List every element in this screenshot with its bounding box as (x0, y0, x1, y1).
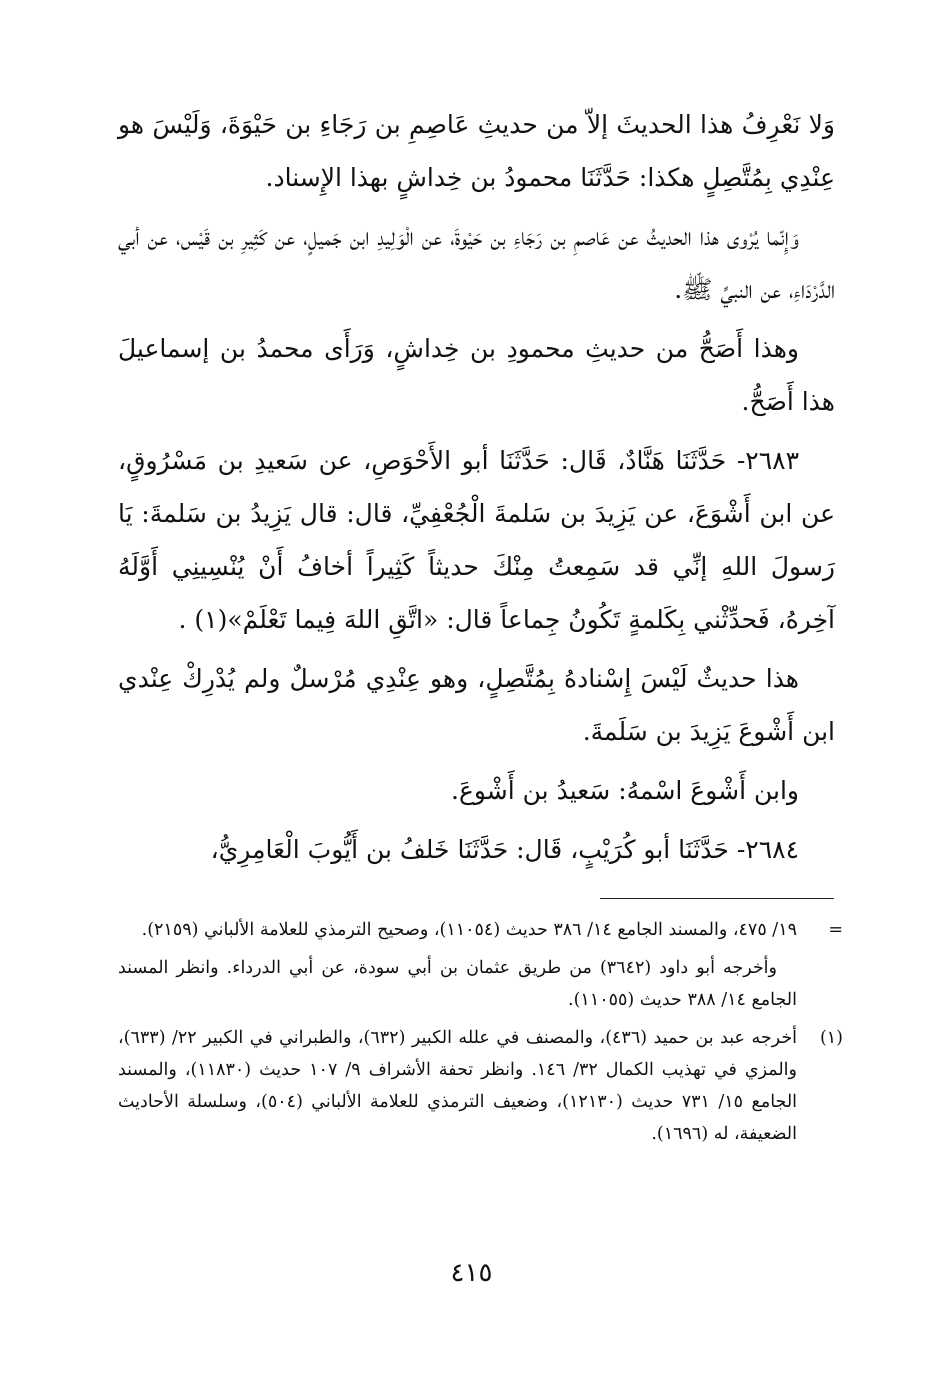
paragraph: وابن أَشْوعَ اسْمهُ: سَعيدُ بن أَشْوعَ. (451, 776, 799, 805)
page-number: ٤١٥ (450, 1258, 493, 1288)
footnote-continuation (118, 952, 843, 1016)
footnote-text: أخرجه عبد بن حميد (٤٣٦)، والمصنف في علله الكبير (٦٣٢)، والطبراني في الكبير ٢٢/ (٦٣٣)، والمزي في تهذيب الكمال ٣٢/ ١٤٦. وانظر تحفة الأشراف ٩/ ١٠٧ حديث (١١٨٣٠)، والمسند الجامع ١٥/ ٧٣١ حديث (١٢١٣٠)، وضعيف الترمذي للعلامة الألباني (٥٠٤)، وسلسلة الأحاديث الضعيفة، له (١٦٩٦). (118, 1028, 798, 1144)
paragraph: وَإِنّما يُرْوى هذا الحديثُ عن عَاصمِ بن رَجَاءِ بن حَيْوةَ، عن الْوَلِيدِ ابن جَميلٍ، عن كَثِيرِ بن قَيْس، عن أبي الدَّرْدَاءِ، عن النبيِّ ﷺ. (118, 222, 835, 304)
footnote-text: وأخرجه أبو داود (٣٦٤٢) من طريق عثمان بن أبي سودة، عن أبي الدرداء. وانظر المسند الجامع ١٤/ ٣٨٨ حديث (١١٠٥٥). (118, 958, 797, 1010)
paragraph: هذا حديثٌ لَيْسَ إِسْنادهُ بِمُتَّصِلٍ، وهو عِنْدِي مُرْسلٌ ولم يُدْرِكْ عِنْدي ابن أَشْوعَ يَزِيدَ بن سَلَمةَ. (118, 664, 835, 746)
footnote-text: ١٩/ ٤٧٥، والمسند الجامع ١٤/ ٣٨٦ حديث (١١٠٥٤)، وصحيح الترمذي للعلامة الألباني (٢١٥٩). (141, 920, 797, 940)
hadith-2684: ٢٦٨٤- حَدَّثَنَا أبو كُرَيْبٍ، قَال: حَدَّثَنَا خَلفُ بن أَيُّوبَ الْعَامِرِيُّ، (210, 835, 799, 864)
paragraph: وَلا نَعْرِفُ هذا الحديثَ إلاّ من حديثِ عَاصِمِ بن رَجَاءِ بن حَيْوَةَ، وَلَيْسَ هو عِنْدِي بِمُتَّصِلٍ هكذا: حَدَّثَنَا محمودُ بن خِداشٍ بهذا الإِسناد. (118, 110, 835, 192)
footnote-divider (600, 898, 834, 899)
main-text (118, 98, 835, 882)
paragraph: وهذا أَصَحُّ من حديثِ محمودِ بن خِداشٍ، وَرَأَى محمدُ بن إسماعيلَ هذا أَصَحُّ. (118, 334, 835, 416)
footnote-1 (118, 1022, 843, 1150)
hadith-2683: ٢٦٨٣- حَدَّثَنَا هَنَّادٌ، قَال: حَدَّثَنَا أبو الأَحْوَصِ، عن سَعيدِ بن مَسْرُوقٍ، عن ابن أَشْوَعَ، عن يَزِيدَ بن سَلمةَ الْجُعْفِيِّ، قال: قال يَزِيدُ بن سَلمةَ: يَا رَسولَ اللهِ إنِّي قد سَمِعتُ مِنْكَ حديثاً كَثِيراً أخافُ أَنْ يُنْسِينِي أَوَّلَهُ آخِرهُ، فَحدِّثْني بِكَلمةٍ تَكُونُ جِماعاً قال: «اتَّقِ اللهَ فِيما تَعْلَمْ»(١) . (118, 446, 835, 634)
footnote-marker: = (828, 920, 843, 940)
footnote-marker: (١) (819, 1028, 843, 1048)
footnotes (118, 914, 843, 1156)
footnote-continuation (118, 914, 843, 946)
